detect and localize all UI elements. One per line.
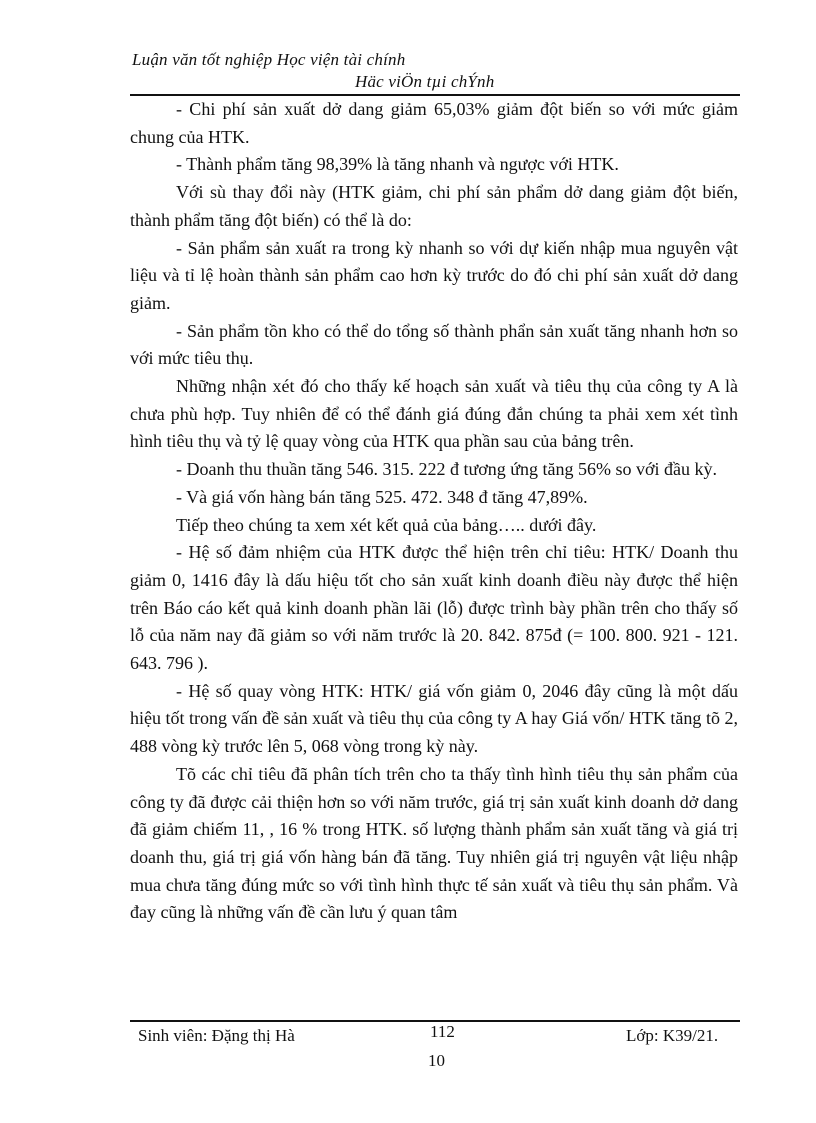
footer-page-number: 112 xyxy=(430,1022,455,1041)
paragraph: - Sản phẩm tồn kho có thể do tổng số thành phẩn sản xuất tăng nhanh hơn so với mức tiêu thụ. xyxy=(130,320,738,369)
header-subtitle: Häc viÖn tµi chÝnh xyxy=(355,72,495,91)
footer-student: Sinh viên: Đặng thị Hà xyxy=(138,1026,295,1045)
footer-class: Lớp: K39/21. xyxy=(626,1026,719,1045)
paragraph: Với sù thay đổi này (HTK giảm, chi phí sản phẩm dở dang giảm đột biến, thành phẩm tăng đột biến) có thể là do: xyxy=(130,182,738,230)
paragraph: Tõ các chỉ tiêu đã phân tích trên cho ta thấy tình hình tiêu thụ sản phẩm của công ty đã được cải thiện hơn so với năm trước, giá trị sản xuất kinh doanh dở dang đã giảm chiếm 11, , 16 % trong HTK. số lượng thành phẩm sản xuất tăng và giá trị doanh thu, giá trị giá vốn hàng bán đã tăng. Tuy nhiên giá trị nguyên vật liệu nhập mua chưa tăng đúng mức so với tình hình thực tế sản xuất và tiêu thụ sản phẩm. Và đay cũng là những vấn đề cần lưu ý quan tâm xyxy=(130,763,738,923)
paragraph: - Và giá vốn hàng bán tăng 525. 472. 348 đ tăng 47,89%. xyxy=(176,486,588,507)
paragraph: - Hệ số quay vòng HTK: HTK/ giá vốn giảm 0, 2046 đây cũng là một dấu hiệu tốt trong vấn đề sản xuất và tiêu thụ của công ty A hay Giá vốn/ HTK tăng tõ 2, 488 vòng kỳ trước lên 5, 068 vòng trong kỳ này. xyxy=(130,680,738,757)
paragraph: - Doanh thu thuần tăng 546. 315. 222 đ tương ứng tăng 56% so với đầu kỳ. xyxy=(176,459,717,480)
paragraph: - Hệ số đảm nhiệm của HTK được thể hiện trên chỉ tiêu: HTK/ Doanh thu giảm 0, 1416 đây là dấu hiệu tốt cho sản xuất kinh doanh điều này được thể hiện trên Báo cáo kết quả kinh doanh phần lãi (lỗ) được trình bày phần trên cho thấy số lỗ của năm nay đã giảm so với năm trước là 20. 842. 875đ (= 100. 800. 921 - 121. 643. 796 ). xyxy=(130,542,738,674)
document-body xyxy=(130,96,738,927)
paragraph: - Thành phẩm tăng 98,39% là tăng nhanh và ngược với HTK. xyxy=(176,154,619,175)
footer-page-number-secondary: 10 xyxy=(428,1051,445,1070)
header-title: Luận văn tốt nghiệp Học viện tài chính xyxy=(132,50,406,69)
paragraph: Những nhận xét đó cho thấy kế hoạch sản xuất và tiêu thụ của công ty A là chưa phù hợp. Tuy nhiên để có thể đánh giá đúng đắn chúng ta phải xem xét tình hình tiêu thụ và tỷ lệ quay vòng của HTK qua phần sau của bảng trên. xyxy=(130,376,738,452)
paragraph: - Chi phí sản xuất dở dang giảm 65,03% giảm đột biến so với mức giảm chung của HTK. xyxy=(130,99,738,147)
paragraph: - Sản phẩm sản xuất ra trong kỳ nhanh so với dự kiến nhập mua nguyên vật liệu và tỉ lệ hoàn thành sản phẩm cao hơn kỳ trước do đó chi phí sản xuất dở dang giảm. xyxy=(130,237,738,313)
paragraph: Tiếp theo chúng ta xem xét kết quả của bảng….. dưới đây. xyxy=(176,514,597,535)
